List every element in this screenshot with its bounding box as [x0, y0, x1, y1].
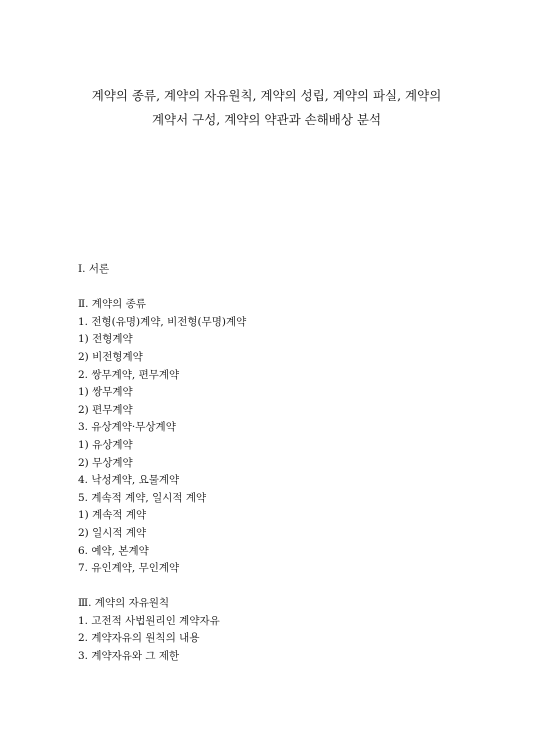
toc-line: 2) 무상계약: [78, 456, 133, 469]
toc-line: 2) 비전형계약: [78, 350, 143, 363]
toc-line: 2. 계약자유의 원칙의 내용: [78, 632, 200, 645]
toc-line: 1. 전형(유명)계약, 비전형(무명)계약: [78, 315, 247, 328]
toc-line: 3. 유상계약·무상계약: [78, 421, 176, 434]
toc-line: 1. 고전적 사법원리인 계약자유: [78, 614, 220, 627]
toc-line: 5. 계속적 계약, 일시적 계약: [78, 491, 207, 504]
toc-line: Ⅲ. 계약의 자유원칙: [78, 597, 170, 610]
toc-spacer: [78, 578, 498, 596]
toc-line: 2) 일시적 계약: [78, 526, 147, 539]
toc-line: Ⅰ. 서론: [78, 263, 110, 275]
table-of-contents: [78, 261, 498, 666]
toc-line: 1) 쌍무계약: [78, 386, 133, 399]
toc-line: 1) 유상계약: [78, 438, 133, 451]
toc-line: 6. 예약, 본계약: [78, 544, 149, 557]
toc-line: Ⅱ. 계약의 종류: [78, 298, 146, 311]
toc-line: 2) 편무계약: [78, 403, 133, 416]
toc-line: 1) 전형계약: [78, 333, 133, 346]
document-title-line-2: 계약서 구성, 계약의 약관과 손해배상 분석: [151, 112, 382, 127]
toc-line: 4. 낙성계약, 요물계약: [78, 474, 180, 487]
toc-line: 1) 계속적 계약: [78, 509, 147, 522]
toc-line: 3. 계약자유와 그 제한: [78, 650, 180, 663]
document-title: [40, 84, 493, 132]
toc-line: 2. 쌍무계약, 편무계약: [78, 368, 180, 381]
document-title-line-1: 계약의 종류, 계약의 자유원칙, 계약의 성립, 계약의 파실, 계약의: [91, 88, 442, 103]
toc-spacer: [78, 279, 498, 297]
toc-line: 7. 유인계약, 무인계약: [78, 562, 180, 575]
